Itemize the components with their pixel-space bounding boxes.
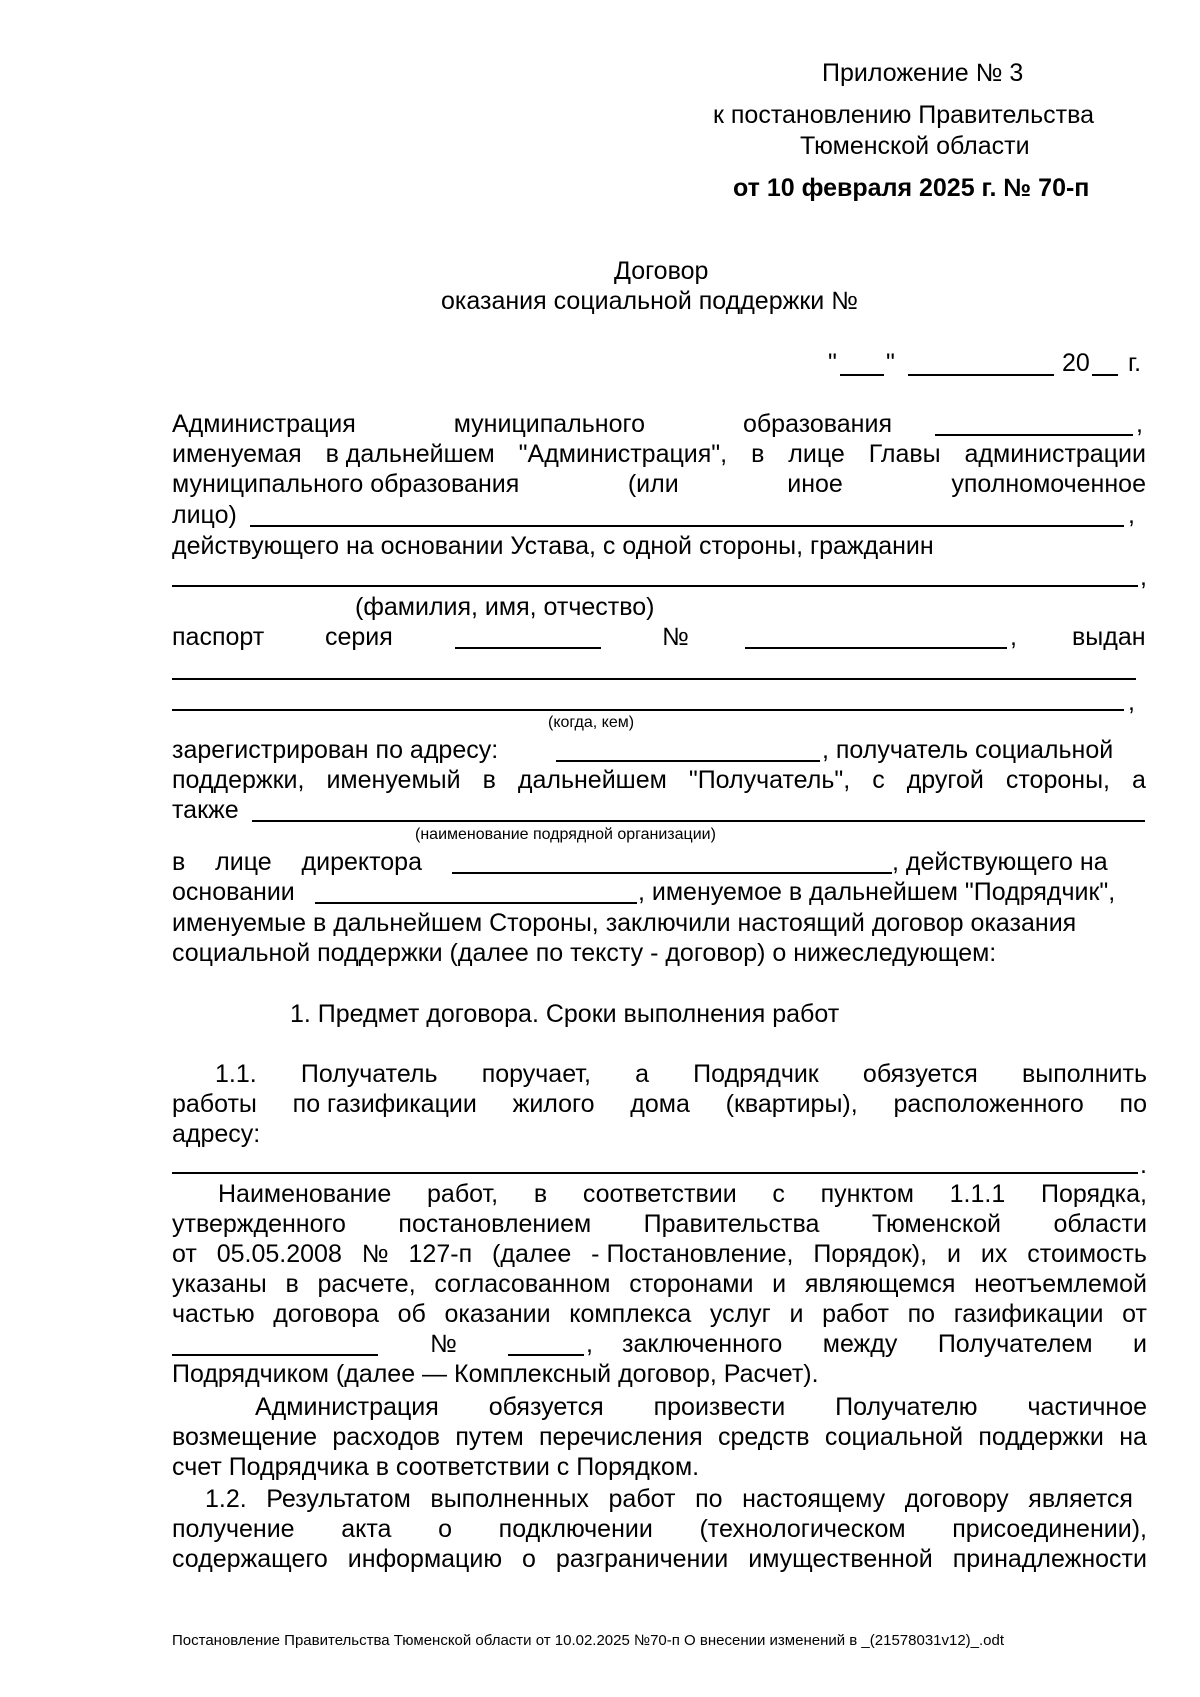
basis-charter-line: действующего на основании Устава, с одной стороны, гражданин [172,532,934,560]
also-label: также [172,796,239,824]
works-line-6: заключенного между Получателем и [622,1330,1147,1358]
works-line-5: частью договора об оказании комплекса услуг и работ по газификации от [172,1300,1147,1328]
admin-line-3: счет Подрядчика в соответствии с Порядком. [172,1453,700,1481]
complex-contract-date-blank [172,1354,378,1356]
works-line-4: указаны в расчете, согласованном сторонами и являющемся неотъемлемой [172,1270,1147,1298]
period: . [1140,1151,1147,1179]
comma: , [1128,501,1135,529]
document-footer: Постановление Правительства Тюменской области от 10.02.2025 №70-п О внесении изменений в _(21578031v12)_.odt [172,1632,1005,1649]
parties-line-2: именуемая в дальнейшем "Администрация", в лице Главы администрации [172,440,1146,468]
clause-1-2-line-3: содержащего информацию о разграничении имущественной принадлежности [172,1545,1147,1573]
basis-blank [315,902,637,904]
representative-blank [250,525,1124,527]
resolution-line-1: к постановлению Правительства [713,101,1095,129]
resolution-line-2: Тюменской области [800,132,1030,160]
address-blank [556,760,820,762]
section-1-heading: 1. Предмет договора. Сроки выполнения работ [290,1000,840,1028]
director-name-blank [452,872,892,874]
clause-1-1-line-3: адресу: [172,1120,261,1148]
parties-line-3: муниципального образования (или иное уполномоченное [172,470,1146,498]
object-address-blank [172,1172,1138,1174]
clause-1-1-line-1: 1.1. Получатель поручает, а Подрядчик обязуется выполнить [215,1060,1147,1088]
works-line-3: от 05.05.2008 № 127-п (далее - Постановление, Порядок), и их стоимость [172,1240,1147,1268]
clause-1-2-line-1: 1.2. Результатом выполненных работ по настоящему договору является [205,1485,1133,1513]
complex-contract-number-blank [508,1354,584,1356]
basis-label: основании [172,878,295,906]
year-prefix: 20 [1062,349,1090,377]
sides-line: именуемые в дальнейшем Стороны, заключили настоящий договор оказания [172,909,1077,937]
comma: , [1140,563,1147,591]
clause-1-2-line-2: получение акта о подключении (технологическом присоединении), [172,1515,1147,1543]
works-line-7: Подрядчиком (далее — Комплексный договор, Расчет). [172,1360,819,1388]
parties-line-1: Администрация муниципального образования [172,410,892,438]
recipient-label: , получатель социальной [822,736,1114,764]
admin-line-2: возмещение расходов путем перечисления средств социальной поддержки на [172,1423,1147,1451]
date-quote-open: " [828,349,837,377]
contractor-label: , именуемое в дальнейшем "Подрядчик", [638,878,1116,906]
acting-label: , действующего на [892,848,1108,876]
document-title: Договор [614,257,709,285]
comma: , [586,1330,593,1358]
contractor-caption: (наименование подрядной организации) [415,826,716,843]
clause-1-1-line-2: работы по газификации жилого дома (квартиры), расположенного по [172,1090,1147,1118]
director-line: в лице директора [172,848,422,876]
representative-label: лицо) [172,501,237,529]
contractor-blank [252,820,1145,822]
number-sign: № [430,1330,457,1358]
issued-label: выдан [1072,623,1146,651]
comma: , [1136,410,1143,438]
passport-number-blank [745,647,1007,649]
day-blank [840,374,884,376]
resolution-date-number: от 10 февраля 2025 г. № 70-п [733,174,1090,202]
document-subtitle: оказания социальной поддержки № [441,287,859,315]
month-blank [908,374,1054,376]
registered-label: зарегистрирован по адресу: [172,736,499,764]
appendix-label: Приложение № 3 [822,59,1024,87]
subject-line: социальной поддержки (далее по тексту - договор) о нижеследующем: [172,939,997,967]
passport-series-blank [455,647,601,649]
series-label: серия [325,623,393,651]
issued-blank-1 [172,678,1136,680]
comma: , [1010,623,1017,651]
date-quote-close: " [886,349,895,377]
works-line-2: утвержденного постановлением Правительства Тюменской области [172,1210,1147,1238]
passport-label: паспорт [172,623,265,651]
fio-caption: (фамилия, имя, отчество) [355,593,655,621]
issued-caption: (когда, кем) [548,714,635,731]
comma: , [1128,688,1135,716]
year-blank [1092,374,1118,376]
year-suffix: г. [1128,349,1142,377]
recipient-line: поддержки, именуемый в дальнейшем "Получатель", с другой стороны, а [172,766,1146,794]
works-line-1: Наименование работ, в соответствии с пунктом 1.1.1 Порядка, [218,1180,1147,1208]
admin-line-1: Администрация обязуется произвести Получателю частичное [255,1393,1147,1421]
issued-blank-2 [172,709,1124,711]
number-sign: № [662,623,689,651]
municipality-blank [935,434,1133,436]
citizen-name-blank [172,585,1138,587]
